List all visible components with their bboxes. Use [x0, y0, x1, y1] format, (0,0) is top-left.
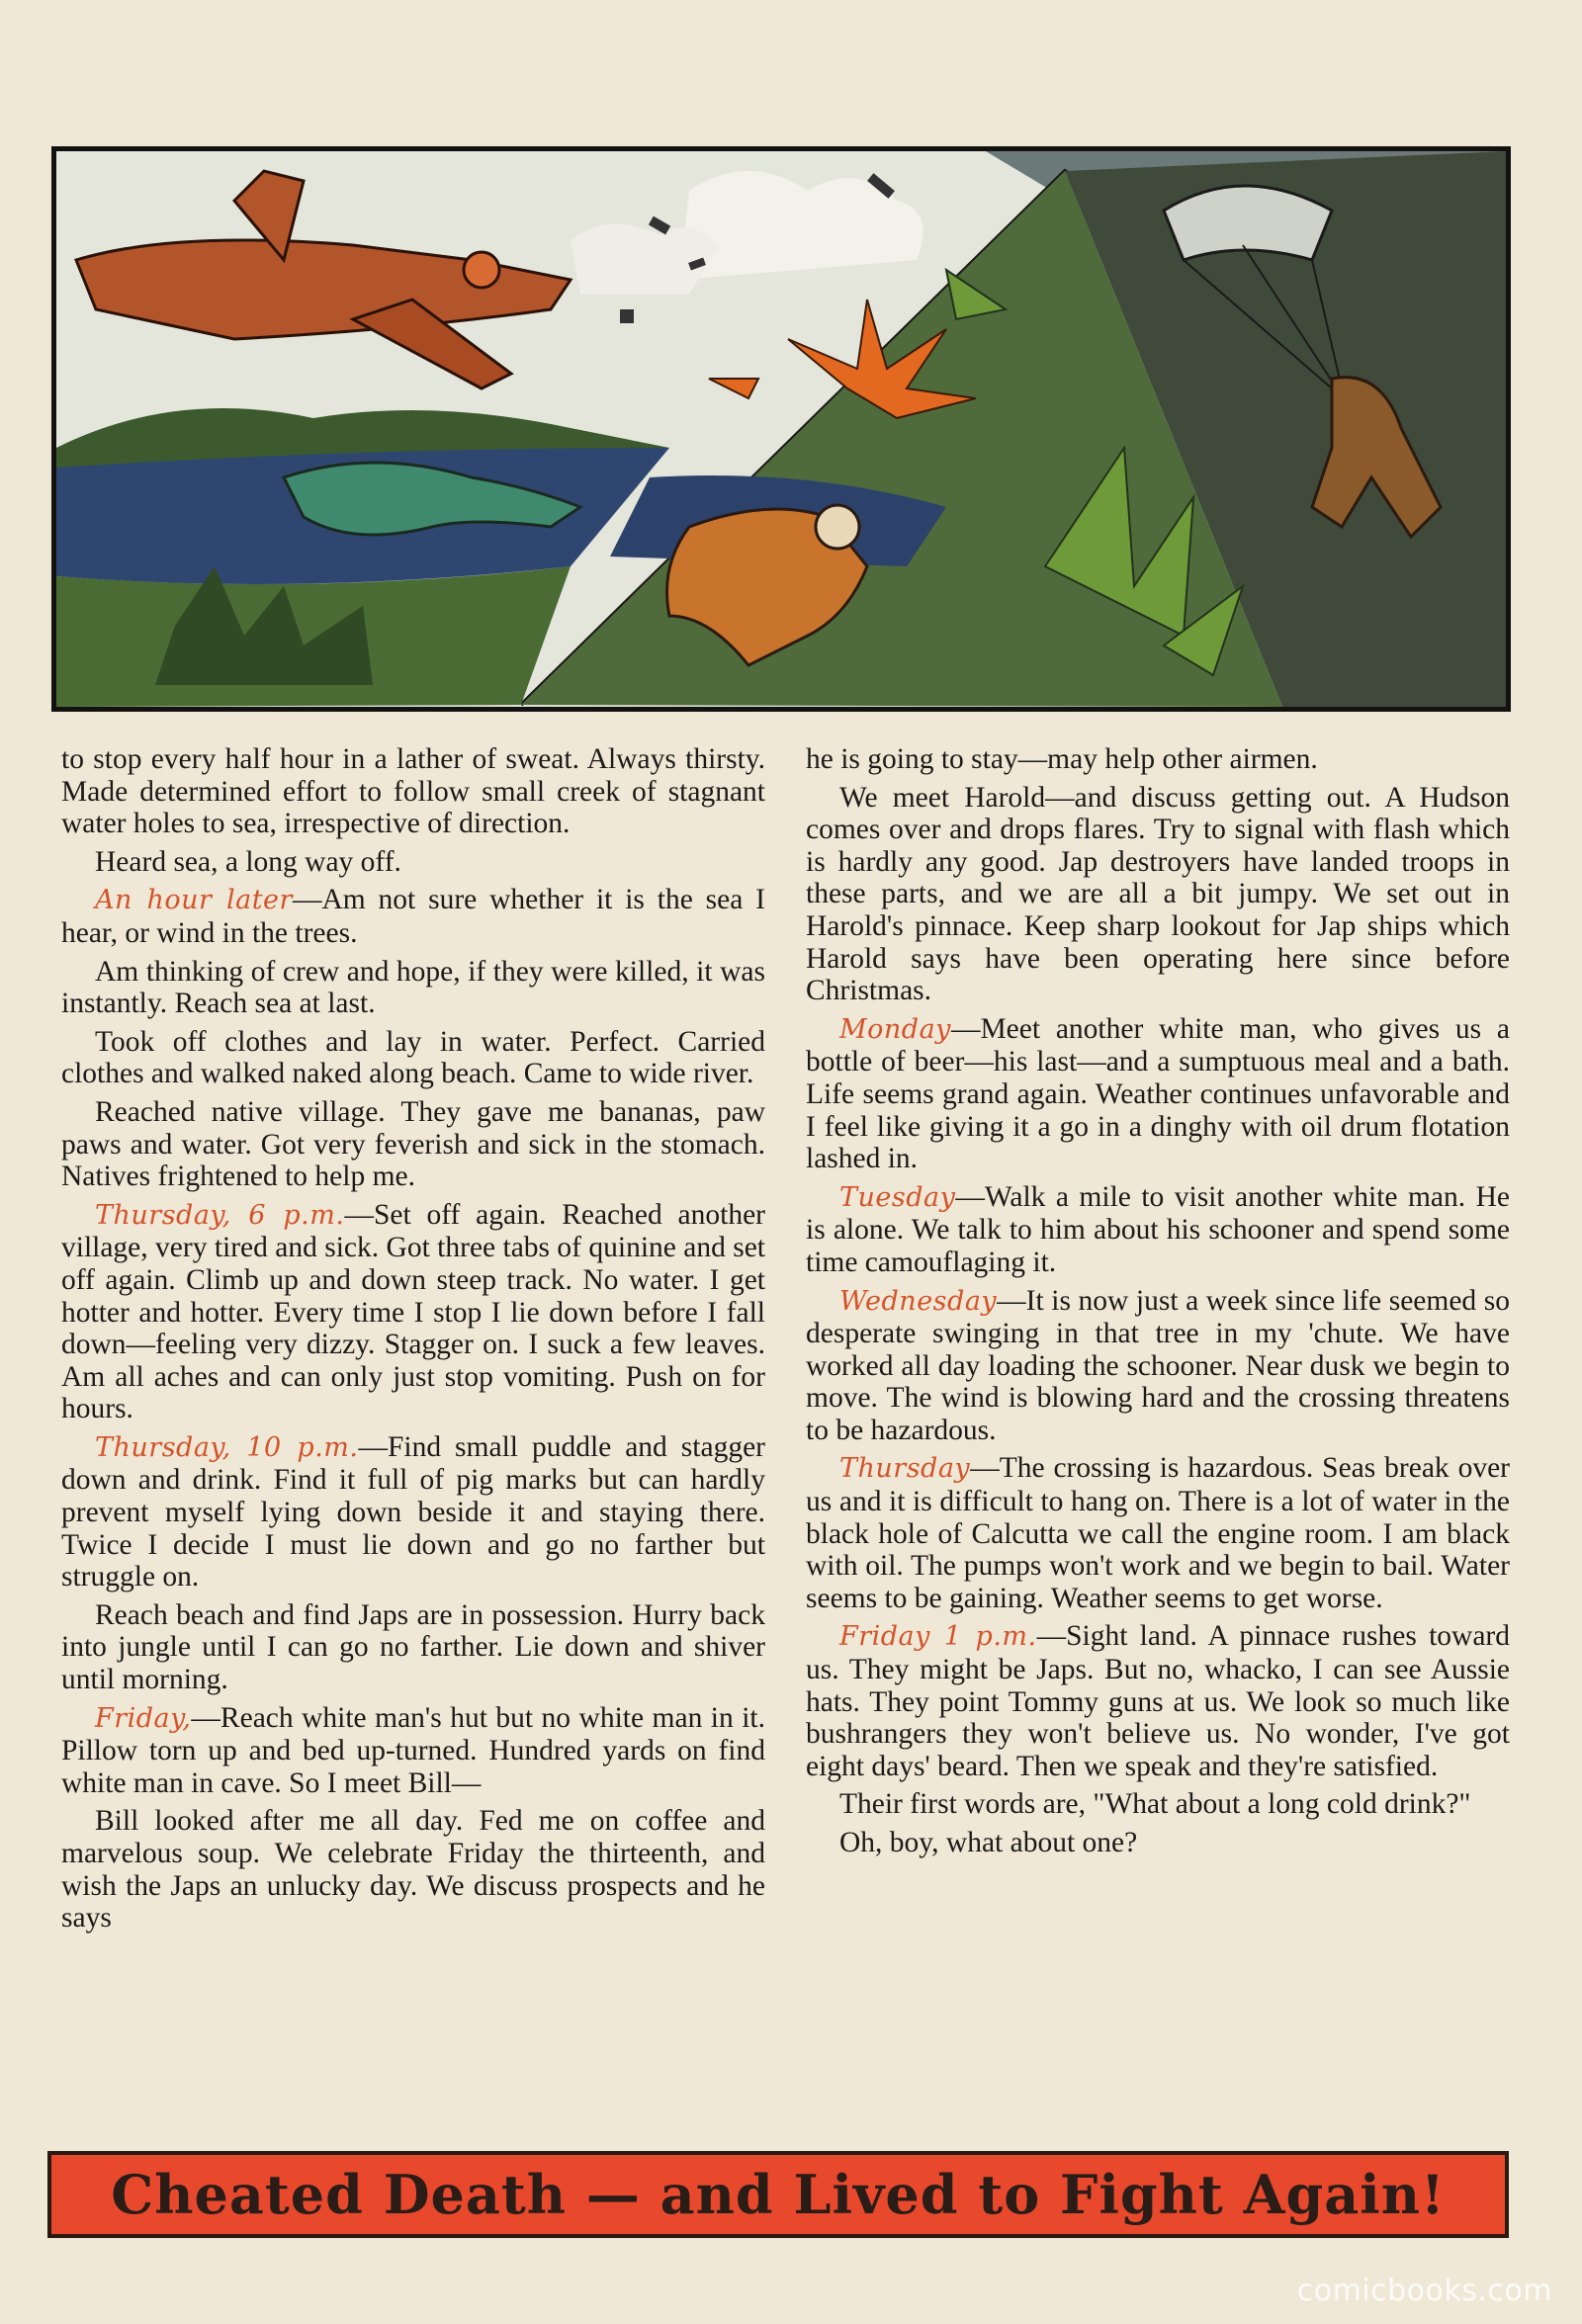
entry-text: —The crossing is hazardous. Seas break over us and it is difficult to hang on. There is a lot of water in the black hole of Calcutta we call the engine room. I am black with oil. The pumps won't work and we begin to bail. Water seems to be gaining. Weather seems to get worse. [806, 1452, 1510, 1614]
entry-heading: An hour later [95, 885, 293, 916]
paragraph-text: Bill looked after me all day. Fed me on coffee and marvelous soup. We celebrate Friday the thirteenth, and wish the Japs an unlucky day. We discuss prospects and he says [61, 1805, 765, 1935]
paragraph-text: Am thinking of crew and hope, if they were killed, it was instantly. Reach sea at last. [61, 955, 765, 1020]
title-banner [47, 2151, 1509, 2238]
paragraph-text: We meet Harold—and discuss getting out. A Hudson comes over and drops flares. Try to signal with flash which is hardly any good. Jap destroyers have landed troops in these parts, and we are all a bit jumpy. We set out in Harold's pinnace. Keep sharp lookout for Jap ships which Harold says have been operating here since before Christmas. [806, 781, 1510, 1007]
paragraph [806, 782, 1510, 1007]
paragraph [61, 846, 765, 879]
entry-text: —Reach white man's hut but no white man in it. Pillow torn up and bed up-turned. Hundred yards on find white man in cave. So I meet Bill— [61, 1701, 765, 1799]
illustration-panel [51, 146, 1511, 712]
entry [61, 884, 765, 949]
entry-text: —Sight land. A pinnace rushes toward us. They might be Japs. But no, whacko, I can see Aussie hats. They point Tommy guns at us. We look so much like bushrangers they won't believe us. No wonder, I've got eight days' beard. Then we speak and they're satisfied. [806, 1620, 1510, 1782]
entry-heading: Thursday [839, 1453, 971, 1485]
paragraph-text: Reached native village. They gave me bananas, paw paws and water. Got very feverish and sick in the stomach. Natives frightened to help me. [61, 1095, 765, 1193]
entry [806, 1620, 1510, 1782]
text-column-left [61, 743, 765, 1940]
entry [61, 1199, 765, 1425]
entry-text: —It is now just a week since life seemed so desperate swinging in that tree in my 'chute. We have worked all day loading the schooner. Near dusk we begin to move. The wind is blowing hard and the crossing threatens to be hazardous. [806, 1284, 1510, 1446]
entry-heading: Thursday, 6 p.m. [95, 1199, 345, 1231]
entry-heading: Tuesday [839, 1181, 956, 1213]
paragraph [806, 743, 1510, 776]
entry-heading: Friday 1 p.m. [839, 1621, 1037, 1653]
entry-text: —Find small puddle and stagger down and drink. Find it full of pig marks but can hardly prevent myself lying down beside it and staying there. Twice I decide I must lie down and go no farther but struggle on. [61, 1430, 765, 1593]
entry [806, 1285, 1510, 1447]
paragraph-text: to stop every half hour in a lather of sweat. Always thirsty. Made determined effort to follow small creek of stagnant water holes to sea, irrespective of direction. [61, 743, 765, 840]
paragraph-text: he is going to stay—may help other airmen. [806, 743, 1318, 775]
site-watermark: comicbooks.com [1296, 2274, 1552, 2308]
paragraph [806, 1788, 1510, 1821]
entry [61, 1431, 765, 1593]
banner-title: Cheated Death — and Lived to Fight Again! [111, 2163, 1446, 2226]
jungle-crash-illustration [56, 151, 1506, 707]
paragraph-text: Their first words are, "What about a long cold drink?" [839, 1788, 1471, 1821]
entry-text: —Walk a mile to visit another white man. He is alone. We talk to him about his schooner and spend some time camouflaging it. [806, 1180, 1510, 1278]
paragraph-text: Oh, boy, what about one? [839, 1827, 1138, 1858]
entry [61, 1702, 765, 1800]
text-column-right [806, 743, 1510, 1865]
entry-heading: Wednesday [839, 1285, 998, 1317]
paragraph-text: Took off clothes and lay in water. Perfect. Carried clothes and walked naked along beach. Came to wide river. [61, 1025, 765, 1090]
paragraph [61, 1096, 765, 1193]
entry-text: —Am not sure whether it is the sea I hear, or wind in the trees. [61, 884, 766, 949]
entry [806, 1452, 1510, 1614]
paragraph [61, 743, 765, 840]
paragraph-text: Reach beach and find Japs are in possession. Hurry back into jungle until I can go no farther. Lie down and shiver until morning. [61, 1598, 765, 1696]
paragraph [806, 1827, 1510, 1859]
paragraph [61, 1026, 765, 1090]
entry-heading: Monday [839, 1013, 951, 1045]
entry-heading: Friday, [95, 1702, 192, 1734]
entry-heading: Thursday, 10 p.m. [95, 1431, 359, 1463]
paragraph [61, 1599, 765, 1696]
entry [806, 1181, 1510, 1279]
entry [806, 1013, 1510, 1175]
paragraph [61, 956, 765, 1020]
paragraph [61, 1805, 765, 1934]
paragraph-text: Heard sea, a long way off. [95, 845, 401, 878]
entry-text: —Meet another white man, who gives us a bottle of beer—his last—and a sumptuous meal and a bath. Life seems grand again. Weather continues unfavorable and I feel like giving it a go in a dinghy with oil drum flotation lashed in. [806, 1012, 1510, 1175]
entry-text: —Set off again. Reached another village, very tired and sick. Got three tabs of quinine and set off again. Climb up and down steep track. No water. I get hotter and hotter. Every time I stop I lie down before I fall down—feeling very dizzy. Stagger on. I suck a few leaves. Am all aches and can only just stop vomiting. Push on for hours. [61, 1198, 766, 1425]
